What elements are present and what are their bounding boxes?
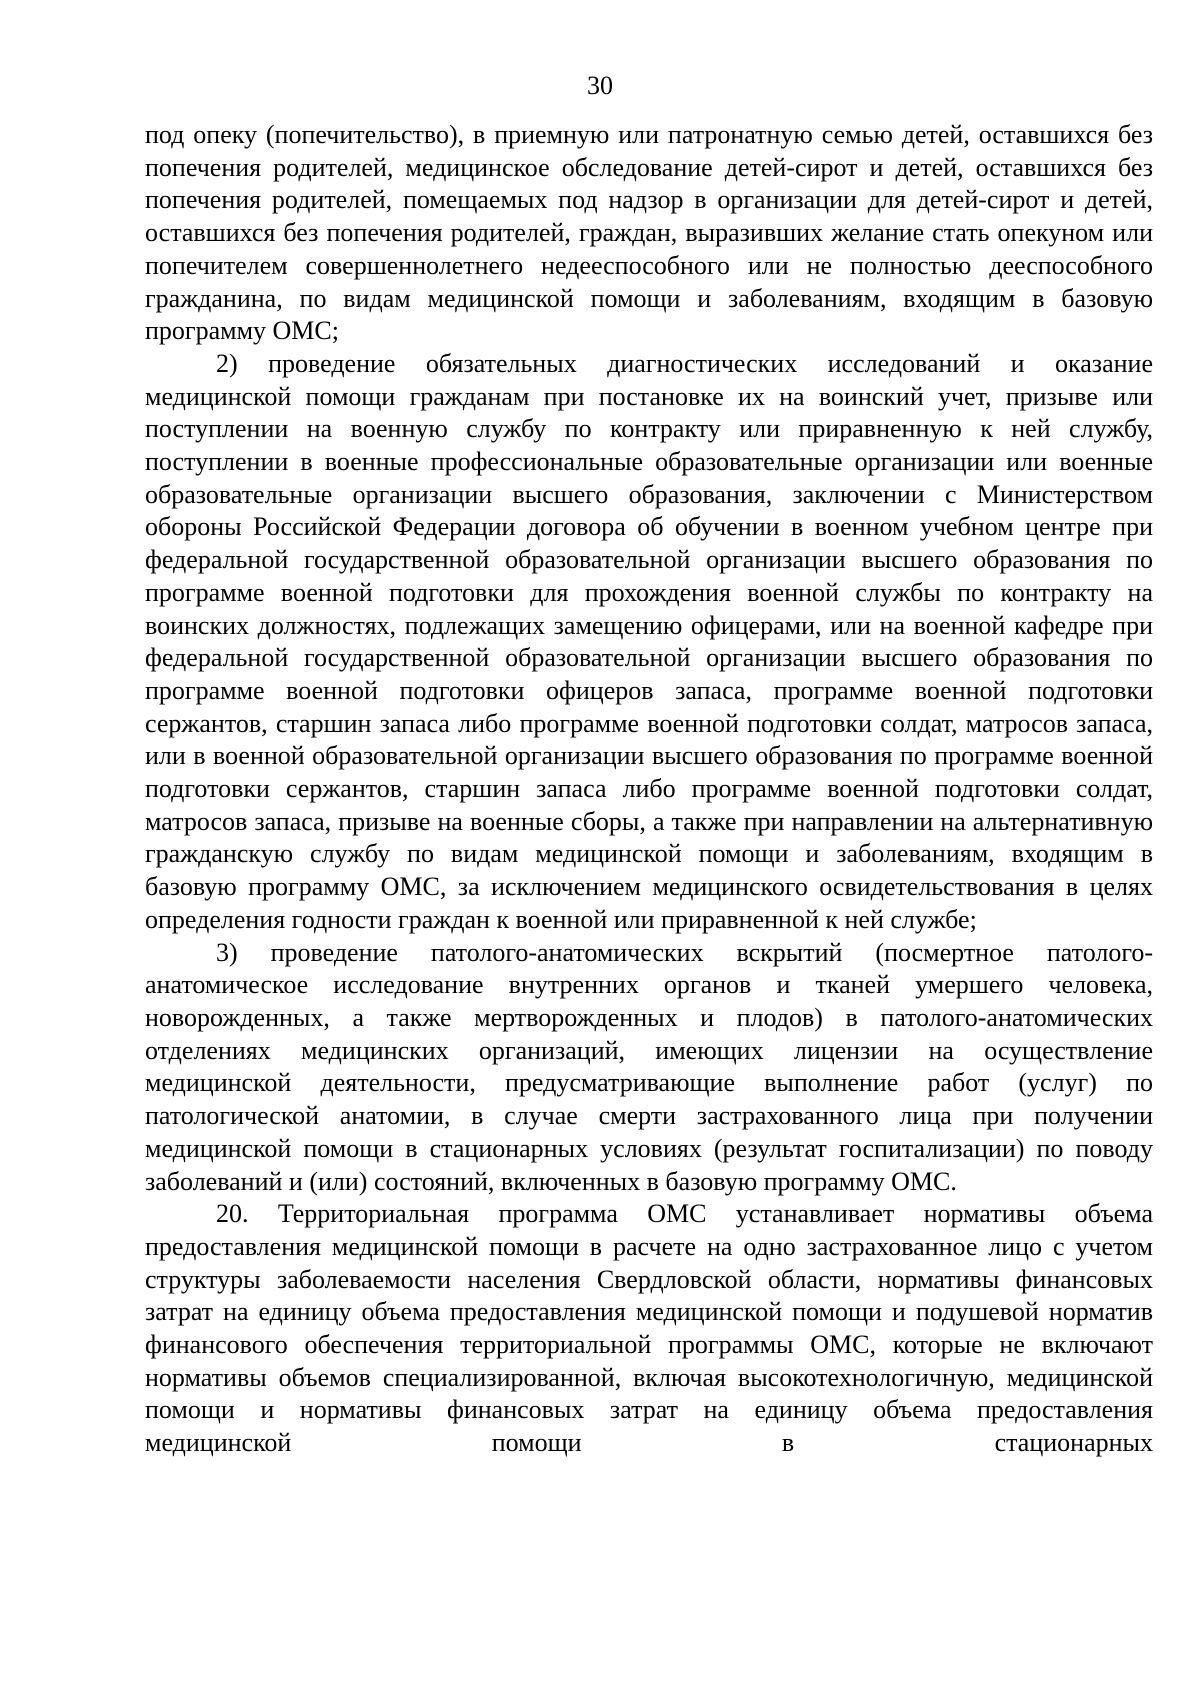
document-body — [145, 119, 1153, 1460]
paragraph-item-2: 2) проведение обязательных диагностических исследований и оказание медицинской помощи гражданам при постановке их на воинский учет, призыве или поступлении на военную службу по контракту или приравненную к ней службу, поступлении в военные профессиональные образовательные организации или военные образовательные организации высшего образования, заключении с Министерством обороны Российской Федерации договора об обучении в военном учебном центре при федеральной государственной образовательной организации высшего образования по программе военной подготовки для прохождения военной службы по контракту на воинских должностях, подлежащих замещению офицерами, или на военной кафедре при федеральной государственной образовательной организации высшего образования по программе военной подготовки офицеров запаса, программе военной подготовки сержантов, старшин запаса либо программе военной подготовки солдат, матросов запаса, или в военной образовательной организации высшего образования по программе военной подготовки сержантов, старшин запаса либо программе военной подготовки солдат, матросов запаса, призыве на военные сборы, а также при направлении на альтернативную гражданскую службу по видам медицинской помощи и заболеваниям, входящим в базовую программу ОМС, за исключением медицинского освидетельствования в целях определения годности граждан к военной или приравненной к ней службе; — [145, 348, 1153, 934]
paragraph-item-3: 3) проведение патолого-анатомических вскрытий (посмертное патолого-анатомическое исследование внутренних органов и тканей умершего человека, новорожденных, а также мертворожденных и плодов) в патолого-анатомических отделениях медицинских организаций, имеющих лицензии на осуществление медицинской деятельности, предусматривающие выполнение работ (услуг) по патологической анатомии, в случае смерти застрахованного лица при получении медицинской помощи в стационарных условиях (результат госпитализации) по поводу заболеваний и (или) состояний, включенных в базовую программу ОМС. — [145, 937, 1153, 1196]
paragraph-section-20: 20. Территориальная программа ОМС устанавливает нормативы объема предоставления медицинской помощи в расчете на одно застрахованное лицо с учетом структуры заболеваемости населения Свердловской области, нормативы финансовых затрат на единицу объема предоставления медицинской помощи и подушевой норматив финансового обеспечения территориальной программы ОМС, которые не включают нормативы объемов специализированной, включая высокотехнологичную, медицинской помощи и нормативы финансовых затрат на единицу объема предоставления медицинской помощи в стационарных — [145, 1199, 1153, 1458]
paragraph-continuation: под опеку (попечительство), в приемную или патронатную семью детей, оставшихся без попечения родителей, медицинское обследование детей-сирот и детей, оставшихся без попечения родителей, помещаемых под надзор в организации для детей-сирот и детей, оставшихся без попечения родителей, граждан, выразивших желание стать опекуном или попечителем совершеннолетнего недееспособного или не полностью дееспособного гражданина, по видам медицинской помощи и заболеваниям, входящим в базовую программу ОМС; — [145, 120, 1153, 346]
page-number: 30 — [587, 71, 613, 100]
